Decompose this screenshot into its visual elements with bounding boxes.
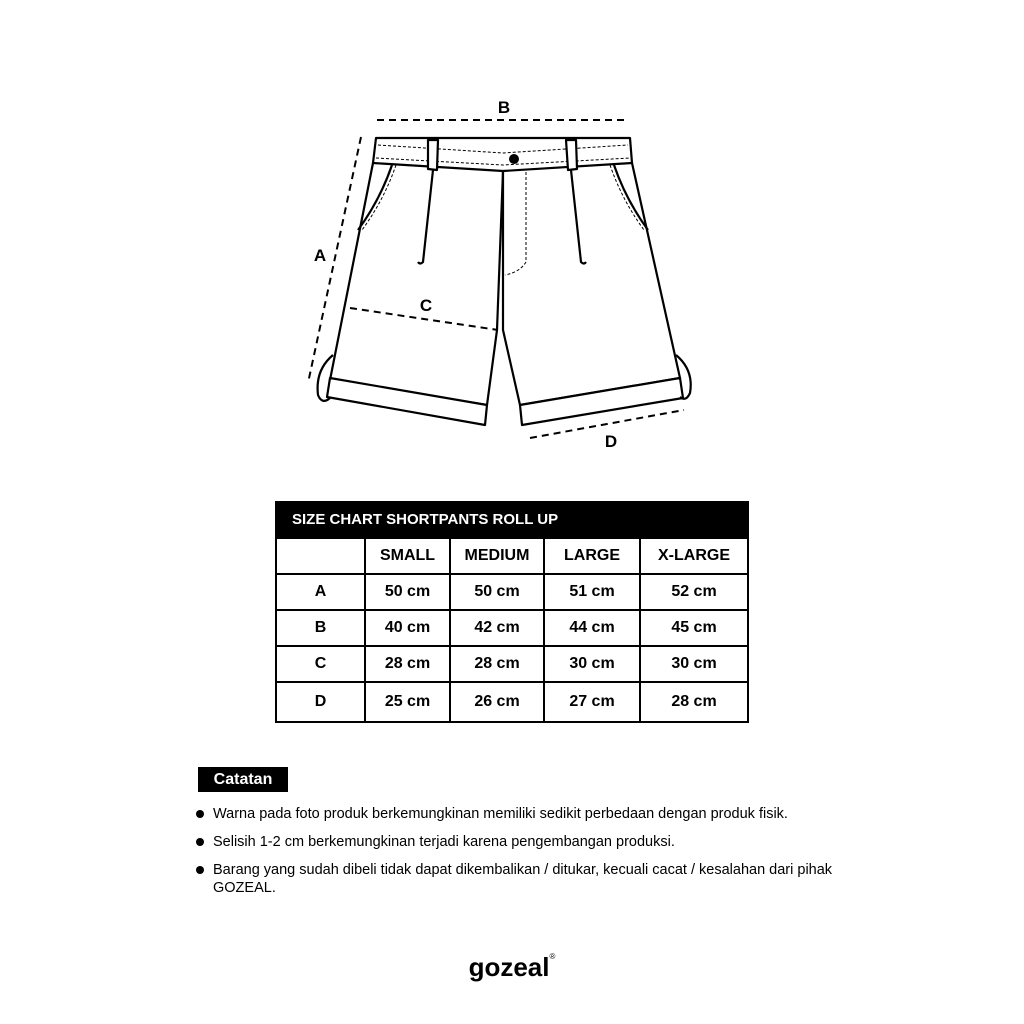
note-item xyxy=(196,861,846,897)
table-cell: 50 cm xyxy=(449,575,543,609)
row-label: C xyxy=(314,655,327,672)
header-cell: X-LARGE xyxy=(639,539,747,573)
notes-list xyxy=(196,805,846,907)
table-cell: 28 cm xyxy=(639,683,747,721)
table-cell: 51 cm xyxy=(543,575,639,609)
label-b: B xyxy=(497,98,511,117)
bullet-icon xyxy=(196,838,204,846)
notes-title: Catatan xyxy=(198,767,288,792)
brand-logo xyxy=(0,952,1024,983)
row-label: B xyxy=(314,619,327,636)
note-text: Warna pada foto produk berkemungkinan memiliki sedikit perbedaan dengan produk fisik. xyxy=(213,806,788,822)
table-row xyxy=(277,681,747,721)
table-cell: 30 cm xyxy=(543,647,639,681)
table-cell: 26 cm xyxy=(449,683,543,721)
table-cell: 45 cm xyxy=(639,611,747,645)
table-cell: 52 cm xyxy=(639,575,747,609)
table-cell: 28 cm xyxy=(364,647,449,681)
table-row xyxy=(277,573,747,609)
bullet-icon xyxy=(196,810,204,818)
header-cell xyxy=(277,539,364,573)
button-icon xyxy=(509,154,519,164)
shorts-diagram xyxy=(0,0,1024,470)
table-cell: 40 cm xyxy=(364,611,449,645)
label-c: C xyxy=(419,296,433,315)
label-d: D xyxy=(604,432,618,451)
registered-mark: ® xyxy=(549,952,556,961)
table-cell: 30 cm xyxy=(639,647,747,681)
header-cell: MEDIUM xyxy=(449,539,543,573)
label-a: A xyxy=(313,246,327,265)
row-label: A xyxy=(314,583,327,600)
table-cell: 44 cm xyxy=(543,611,639,645)
table-header-row xyxy=(277,537,747,573)
size-chart-table xyxy=(275,501,749,723)
note-item xyxy=(196,805,846,823)
table-row xyxy=(277,609,747,645)
table-cell: 28 cm xyxy=(449,647,543,681)
note-text: Barang yang sudah dibeli tidak dapat dikembalikan / ditukar, kecuali cacat / kesalahan dari pihak GOZEAL. xyxy=(213,862,833,896)
note-item xyxy=(196,833,846,851)
table-cell: 42 cm xyxy=(449,611,543,645)
header-cell: LARGE xyxy=(543,539,639,573)
header-cell: SMALL xyxy=(364,539,449,573)
logo-text: gozeal xyxy=(468,952,550,982)
note-text: Selisih 1-2 cm berkemungkinan terjadi karena pengembangan produksi. xyxy=(213,834,675,850)
bullet-icon xyxy=(196,866,204,874)
table-title: SIZE CHART SHORTPANTS ROLL UP xyxy=(277,503,747,537)
table-cell: 50 cm xyxy=(364,575,449,609)
row-label: D xyxy=(314,693,327,710)
shorts-outline xyxy=(318,138,691,425)
table-row xyxy=(277,645,747,681)
table-cell: 25 cm xyxy=(364,683,449,721)
table-cell: 27 cm xyxy=(543,683,639,721)
